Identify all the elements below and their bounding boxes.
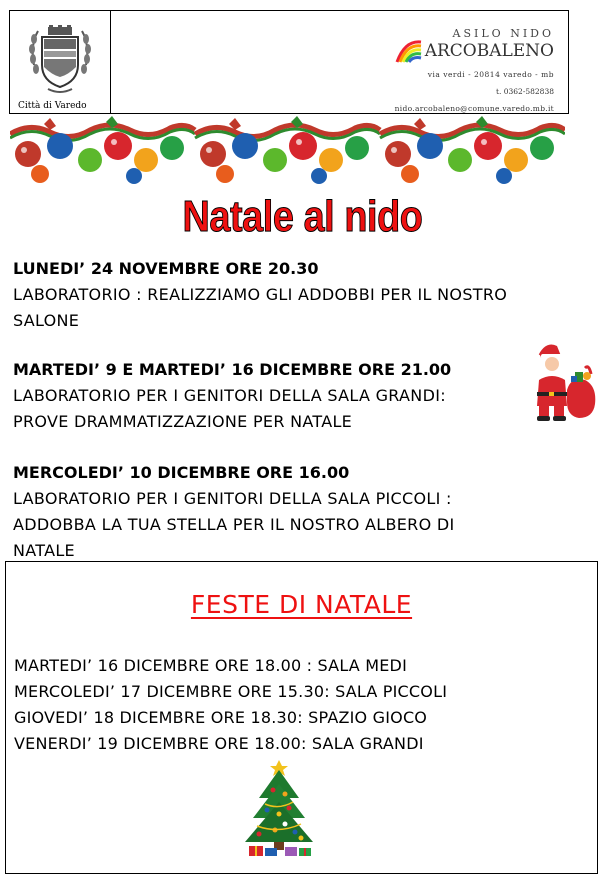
header-box	[9, 10, 569, 114]
event-item	[13, 357, 451, 435]
christmas-tree-icon	[239, 758, 319, 858]
page-title: Natale al nido	[182, 192, 423, 241]
event-date: LUNEDI’ 24 NOVEMBRE ORE 20.30	[13, 259, 319, 278]
event-description-line: LABORATORIO PER I GENITORI DELLA SALA PICCOLI :	[13, 489, 452, 508]
event-description-line: NATALE	[13, 541, 75, 560]
rainbow-logo-icon	[395, 38, 423, 64]
asilo-label: ASILO NIDO	[452, 27, 554, 40]
feste-list	[14, 653, 447, 757]
city-crest-icon	[28, 25, 92, 97]
address: via verdi - 20814 varedo - mb	[427, 70, 554, 79]
event-description-line: SALONE	[13, 311, 80, 330]
christmas-ornament-garland-icon	[10, 116, 565, 188]
santa-claus-icon	[527, 340, 599, 424]
city-label: Città di Varedo	[18, 101, 87, 111]
event-description-line: PROVE DRAMMATIZZAZIONE PER NATALE	[13, 412, 353, 431]
asilo-logo-block	[384, 27, 554, 113]
city-crest-panel	[10, 11, 111, 113]
email: nido.arcobaleno@comune.varedo.mb.it	[394, 104, 554, 113]
event-date: MERCOLEDI’ 10 DICEMBRE ORE 16.00	[13, 463, 350, 482]
feste-item: MERCOLEDI’ 17 DICEMBRE ORE 15.30: SALA PICCOLI	[14, 682, 448, 701]
event-item	[13, 460, 455, 564]
event-date: MARTEDI’ 9 E MARTEDI’ 16 DICEMBRE ORE 21.00	[13, 360, 452, 379]
arco-name: ARCOBALENO	[424, 41, 554, 61]
event-description-line: LABORATORIO : REALIZZIAMO GLI ADDOBBI PER IL NOSTRO	[13, 285, 508, 304]
phone: t. 0362-582838	[495, 87, 554, 96]
event-description-line: ADDOBBA LA TUA STELLA PER IL NOSTRO ALBERO DI	[13, 515, 455, 534]
feste-item: GIOVEDI’ 18 DICEMBRE ORE 18.30: SPAZIO GIOCO	[14, 708, 428, 727]
logo-row	[384, 38, 554, 64]
event-description-line: LABORATORIO PER I GENITORI DELLA SALA GRANDI:	[13, 386, 446, 405]
event-item	[13, 256, 507, 334]
feste-item: MARTEDI’ 16 DICEMBRE ORE 18.00 : SALA MEDI	[14, 656, 407, 675]
feste-box	[5, 561, 598, 874]
feste-title: FESTE DI NATALE	[190, 590, 413, 619]
feste-item: VENERDI’ 19 DICEMBRE ORE 18.00: SALA GRANDI	[14, 734, 424, 753]
